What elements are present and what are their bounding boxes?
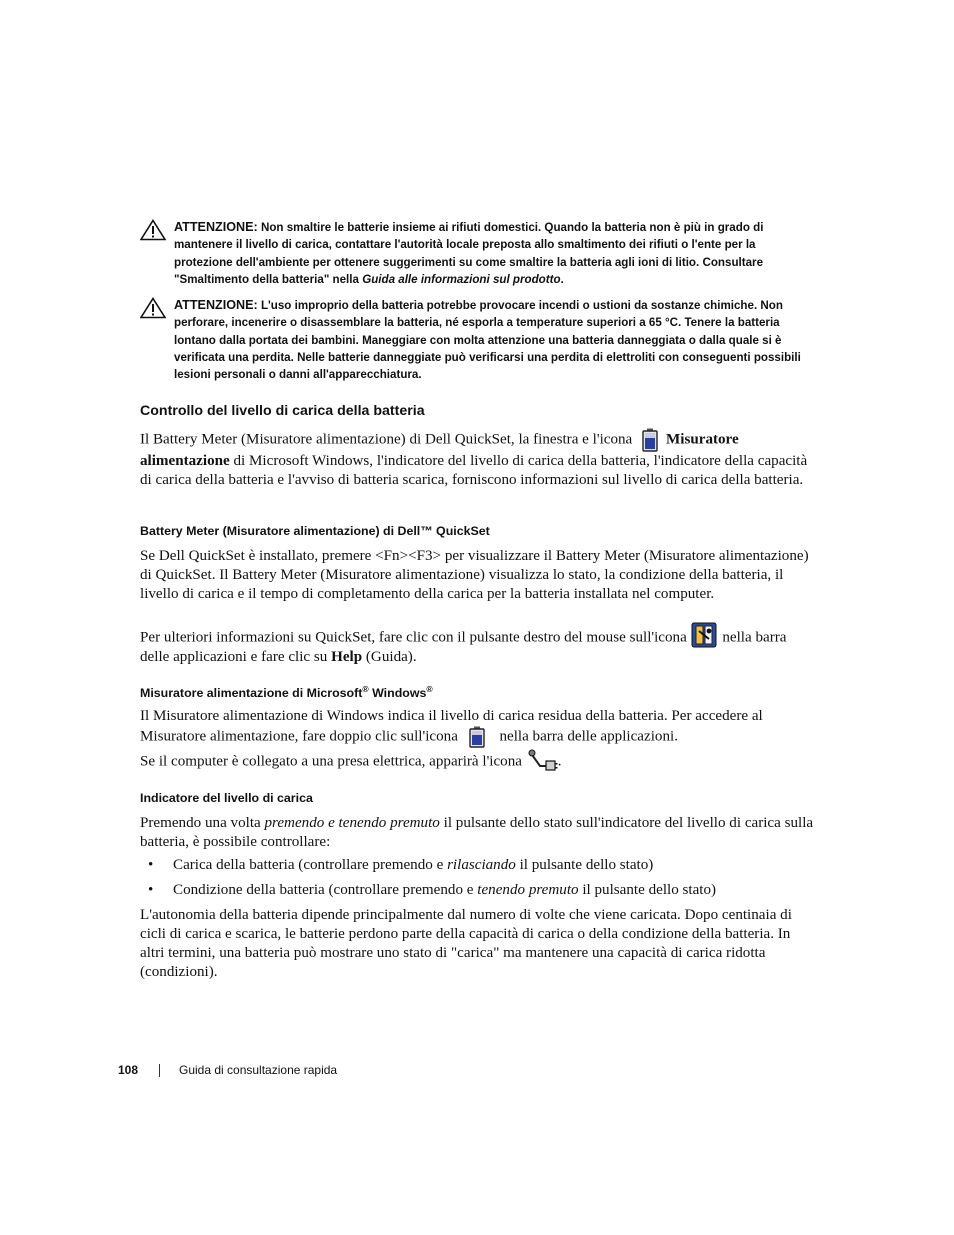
list-item-emphasis: rilasciando bbox=[447, 857, 516, 873]
warning-triangle-icon bbox=[140, 219, 166, 241]
warning-label: ATTENZIONE: bbox=[174, 298, 258, 312]
warning-label: ATTENZIONE: bbox=[174, 220, 258, 234]
warning-block-misuse bbox=[140, 297, 810, 383]
windows-meter-heading bbox=[140, 684, 433, 700]
quickset-heading: Battery Meter (Misuratore alimentazione) di Dell™ QuickSet bbox=[140, 524, 490, 538]
list-item-text-end: il pulsante dello stato) bbox=[515, 857, 654, 873]
registered-mark: ® bbox=[426, 684, 433, 694]
page-number: 108 bbox=[118, 1063, 139, 1077]
bullet-marker: • bbox=[148, 857, 154, 873]
quickset-paragraph-1: Se Dell QuickSet è installato, premere <Fn><F3> per visualizzare il Battery Meter (Misuratore alimentazione) di QuickSet. Il Battery Meter (Misuratore alimentazione) visualizza lo stato, la condizione della batteria, il livello di carica e il tempo di completamento della carica per la batteria installata nel computer. bbox=[140, 548, 809, 602]
list-item bbox=[173, 882, 716, 899]
ac-power-text-end: . bbox=[557, 753, 562, 770]
warning-triangle-icon bbox=[140, 297, 166, 319]
windows-heading-text-end: Windows bbox=[368, 686, 427, 701]
section-title: Controllo del livello di carica della batteria bbox=[140, 403, 425, 419]
footer-divider bbox=[159, 1064, 160, 1077]
battery-meter-icon bbox=[640, 428, 660, 452]
warning-text bbox=[174, 297, 810, 383]
windows-meter-paragraph-2 bbox=[140, 752, 815, 772]
intro-text-end: di Microsoft Windows, l'indicatore del livello di carica della batteria, l'indicatore della capacità di carica della batteria e l'avviso di batteria scarica, forniscono informazioni sul livello di carica della batteria. bbox=[140, 453, 808, 488]
intro-bold-term: Misuratore alimentazione bbox=[140, 431, 739, 469]
registered-mark: ® bbox=[362, 684, 369, 694]
charge-indicator-paragraph bbox=[140, 814, 815, 852]
warning-body: L'uso improprio della batteria potrebbe provocare incendi o ustioni da sostanze chimiche. Non perforare, incenerire o disassemblare la batteria, né esporla a temperature superiori a 65 °C. Tenere la batteria lontano dalla portata dei bambini. Maneggiare con molta attenzione una batteria danneggiata o dalla quale si è verificata una perdita. Nelle batterie danneggiate può verificarsi una perdita di elettroliti con conseguenti possibili lesioni personali o danni all'apparecchiatura. bbox=[174, 299, 801, 382]
list-item-text: Carica della batteria (controllare premendo e bbox=[173, 857, 448, 873]
warning-block-disposal bbox=[140, 219, 810, 288]
windows-heading-text: Misuratore alimentazione di Microsoft bbox=[140, 686, 363, 701]
ac-power-plug-icon bbox=[528, 748, 558, 772]
intro-text: Il Battery Meter (Misuratore alimentazione) di Dell QuickSet, la finestra e l'icona bbox=[140, 431, 637, 448]
warning-body: Non smaltire le batterie insieme ai rifiuti domestici. Quando la batteria non è più in grado di mantenere il livello di carica, contattare l'autorità locale preposta allo smaltimento dei rifiuti o l'ente per la protezione dell'ambiente per ottenere suggerimenti su come smaltire la batteria agli ioni di litio. Consultare "Smaltimento della batteria" nella bbox=[174, 221, 764, 286]
list-item bbox=[173, 857, 653, 874]
list-item-text: Condizione della batteria (controllare premendo e bbox=[173, 882, 478, 898]
windows-meter-text: Il Misuratore alimentazione di Windows indica il livello di carica residua della batteria. Per accedere al Misuratore alimentazione, fare doppio clic sull'icona bbox=[140, 708, 763, 745]
windows-meter-text-end: nella barra delle applicazioni. bbox=[495, 728, 678, 745]
charge-indicator-heading: Indicatore del livello di carica bbox=[140, 791, 313, 805]
indicator-emphasis: premendo e tenendo premuto bbox=[264, 815, 440, 831]
list-item-emphasis: tenendo premuto bbox=[477, 882, 579, 898]
quickset-help-text-end: (Guida). bbox=[362, 649, 417, 665]
ac-power-text: Se il computer è collegato a una presa elettrica, apparirà l'icona bbox=[140, 753, 526, 770]
bullet-marker: • bbox=[148, 882, 154, 898]
indicator-text: Premendo una volta bbox=[140, 815, 265, 831]
list-item-text-end: il pulsante dello stato) bbox=[578, 882, 717, 898]
quickset-icon bbox=[691, 622, 717, 648]
quickset-help-text: Per ulteriori informazioni su QuickSet, fare clic con il pulsante destro del mouse sull'icona bbox=[140, 629, 691, 646]
indicator-text-end: il pulsante dello stato sull'indicatore del livello di carica sulla batteria, è possibile controllare: bbox=[140, 815, 814, 850]
quickset-help-text-mid: nella barra delle applicazioni e fare clic su bbox=[140, 629, 787, 665]
footer-title: Guida di consultazione rapida bbox=[179, 1063, 338, 1077]
windows-meter-paragraph-1 bbox=[140, 707, 815, 748]
battery-life-paragraph: L'autonomia della batteria dipende principalmente dal numero di volte che viene caricata. Dopo centinaia di cicli di carica e scarica, le batterie perdono parte della capacità di carica o della condizione della batteria. In altri termini, una batteria può mostrare uno stato di "carica" ma mantenere una capacità di carica ridotta (condizioni). bbox=[140, 907, 792, 980]
warning-doc-reference: Guida alle informazioni sul prodotto bbox=[362, 272, 561, 286]
quickset-paragraph-2 bbox=[140, 628, 815, 667]
battery-meter-icon bbox=[468, 726, 486, 748]
warning-text bbox=[174, 219, 810, 288]
intro-paragraph bbox=[140, 428, 815, 490]
warning-body-end: . bbox=[560, 272, 564, 286]
help-menu-term: Help bbox=[331, 649, 363, 665]
